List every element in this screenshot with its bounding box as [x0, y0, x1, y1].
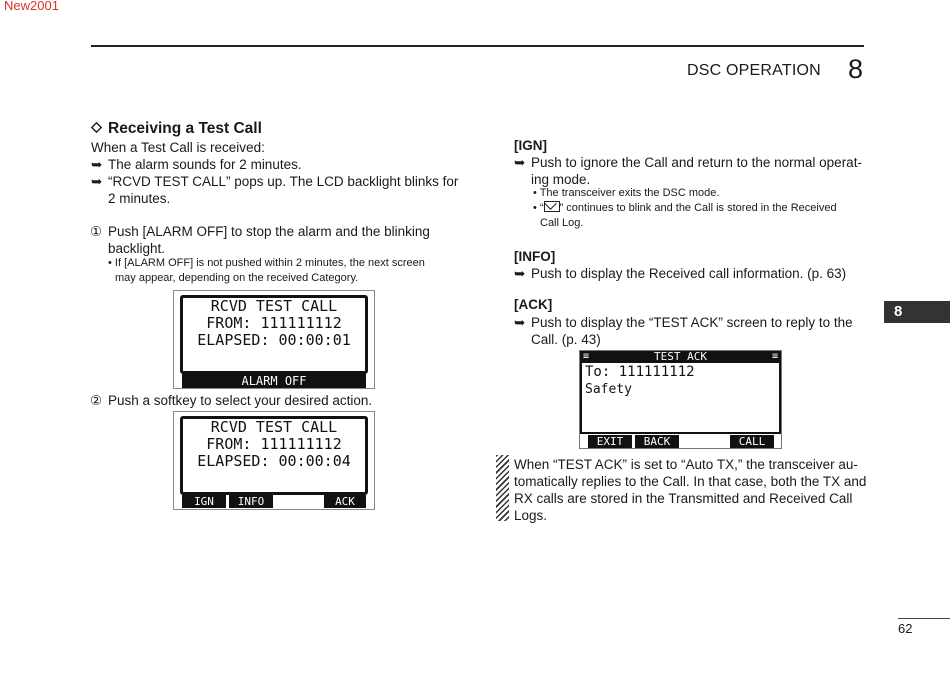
- ign-note-3: Call Log.: [540, 217, 584, 229]
- test-ack-to: To: 111111112: [585, 364, 695, 380]
- note-line-3: RX calls are stored in the Transmitted and Received Call: [514, 491, 853, 506]
- ign-text-cont: ing mode.: [531, 172, 591, 187]
- lcd-screen-alarm: [173, 290, 375, 389]
- test-ack-header: [580, 351, 781, 363]
- ign-softkey[interactable]: IGN: [182, 495, 226, 508]
- envelope-icon: [544, 201, 560, 212]
- page-number: 62: [898, 621, 913, 636]
- intro-text: When a Test Call is received:: [91, 140, 265, 155]
- step-1-number: ①: [90, 224, 103, 239]
- note-hatch-icon: [496, 455, 509, 521]
- note-line-1: When “TEST ACK” is set to “Auto TX,” the transceiver au-: [514, 457, 858, 472]
- info-softkey[interactable]: INFO: [229, 495, 273, 508]
- page-number-rule: [898, 618, 950, 619]
- section-title-text: Receiving a Test Call: [108, 120, 262, 137]
- lcd-line-title: RCVD TEST CALL: [210, 418, 338, 436]
- lcd-line-elapsed: ELAPSED: 00:00:04: [197, 452, 351, 470]
- chapter-number: 8: [848, 54, 864, 84]
- step-1-note: • If [ALARM OFF] is not pushed within 2 minutes, the next screen: [108, 257, 425, 269]
- info-heading: [INFO]: [514, 249, 556, 264]
- note-line-4: Logs.: [514, 508, 548, 523]
- ign-note-2-text: ” continues to blink and the Call is stored in the Received: [559, 202, 837, 214]
- lcd-screen-softkeys: [173, 411, 375, 510]
- ign-note-2: [533, 201, 837, 216]
- header-rule: [91, 45, 864, 47]
- exit-softkey[interactable]: EXIT: [588, 435, 632, 448]
- chapter-tab-label: 8: [894, 303, 903, 320]
- lcd-line-title: RCVD TEST CALL: [210, 297, 338, 315]
- back-softkey[interactable]: BACK: [635, 435, 679, 448]
- note-line-2: tomatically replies to the Call. In that case, both the TX and: [514, 474, 867, 489]
- call-softkey[interactable]: CALL: [730, 435, 774, 448]
- bullet-arrow-icon: ➥: [91, 174, 103, 189]
- lcd-line-from: FROM: 111111112: [206, 435, 342, 453]
- chapter-tab: [884, 301, 950, 323]
- step-1-note-cont: may appear, depending on the received Category.: [115, 272, 359, 284]
- info-text: Push to display the Received call information. (p. 63): [531, 266, 847, 281]
- alarm-off-softkey[interactable]: ALARM OFF: [182, 374, 366, 388]
- bullet-2-cont: 2 minutes.: [108, 191, 171, 206]
- diamond-icon: [91, 120, 103, 138]
- ack-text: Push to display the “TEST ACK” screen to reply to the: [531, 315, 853, 330]
- lcd-screen-test-ack: [579, 350, 782, 449]
- ack-text-cont: Call. (p. 43): [531, 332, 601, 347]
- header-title: DSC OPERATION: [687, 62, 821, 79]
- bullet-2: “RCVD TEST CALL” pops up. The LCD backlight blinks for: [108, 174, 459, 189]
- step-2-text: Push a softkey to select your desired action.: [108, 393, 373, 408]
- bullet-1: The alarm sounds for 2 minutes.: [108, 157, 302, 172]
- test-ack-title: TEST ACK: [654, 350, 707, 363]
- step-1-text-cont: backlight.: [108, 241, 166, 256]
- bullet-arrow-icon: ➥: [514, 155, 526, 170]
- ack-heading: [ACK]: [514, 297, 553, 312]
- ign-heading: [IGN]: [514, 138, 547, 153]
- ign-text: Push to ignore the Call and return to the normal operat-: [531, 155, 862, 170]
- section-title: [91, 120, 262, 138]
- step-1-text: Push [ALARM OFF] to stop the alarm and the blinking: [108, 224, 430, 239]
- menu-icon: ≡: [771, 351, 778, 362]
- ack-softkey[interactable]: ACK: [324, 495, 366, 508]
- bullet-arrow-icon: ➥: [91, 157, 103, 172]
- menu-icon: ≡: [583, 351, 590, 362]
- lcd-line-elapsed: ELAPSED: 00:00:01: [197, 331, 351, 349]
- ign-note-2-prefix: • “: [533, 202, 544, 214]
- bullet-arrow-icon: ➥: [514, 315, 526, 330]
- ign-note-1: • The transceiver exits the DSC mode.: [533, 187, 720, 199]
- watermark: New2001: [4, 0, 59, 13]
- bullet-arrow-icon: ➥: [514, 266, 526, 281]
- step-2-number: ②: [90, 393, 103, 408]
- lcd-line-from: FROM: 111111112: [206, 314, 342, 332]
- test-ack-category: Safety: [585, 382, 632, 397]
